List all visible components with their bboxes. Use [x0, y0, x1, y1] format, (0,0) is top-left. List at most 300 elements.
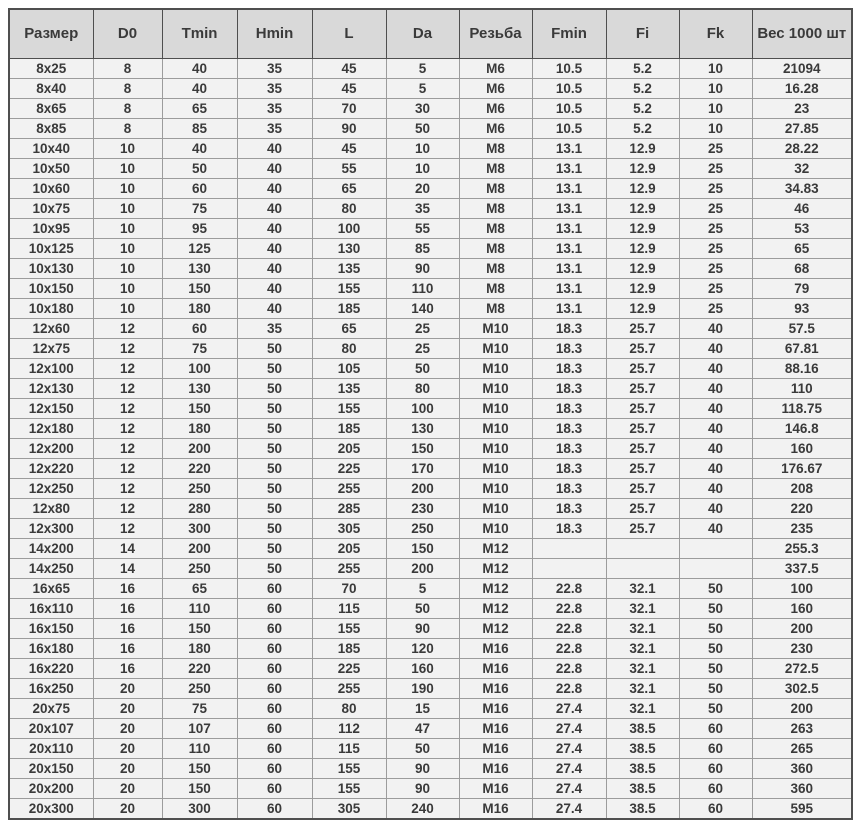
table-cell: 65 [312, 179, 386, 199]
table-cell: 32.1 [606, 619, 679, 639]
table-cell: M6 [459, 99, 532, 119]
table-cell: 40 [679, 479, 752, 499]
table-cell: 10x150 [9, 279, 93, 299]
column-header-4: Hmin [237, 9, 312, 59]
table-cell: 50 [679, 699, 752, 719]
table-cell: 60 [237, 639, 312, 659]
table-cell: 10.5 [532, 79, 606, 99]
table-cell: 305 [312, 799, 386, 820]
table-cell: 360 [752, 759, 852, 779]
table-cell: 305 [312, 519, 386, 539]
table-row [9, 619, 852, 639]
table-cell: 5.2 [606, 99, 679, 119]
table-cell: 18.3 [532, 519, 606, 539]
table-cell: 50 [237, 559, 312, 579]
table-cell: 265 [752, 739, 852, 759]
table-cell: 10 [93, 159, 162, 179]
table-cell: 140 [386, 299, 459, 319]
table-cell: 8x40 [9, 79, 93, 99]
table-row [9, 219, 852, 239]
table-cell: M8 [459, 159, 532, 179]
table-cell [606, 559, 679, 579]
table-cell: 150 [162, 399, 237, 419]
table-cell: 60 [237, 599, 312, 619]
table-cell: 40 [162, 59, 237, 79]
table-cell: 12 [93, 339, 162, 359]
table-cell: 95 [162, 219, 237, 239]
table-cell: M6 [459, 59, 532, 79]
table-cell: 65 [162, 579, 237, 599]
table-cell: 18.3 [532, 459, 606, 479]
table-cell: 60 [237, 699, 312, 719]
table-row [9, 179, 852, 199]
table-row [9, 499, 852, 519]
table-cell: 12x100 [9, 359, 93, 379]
table-cell: 220 [162, 459, 237, 479]
table-row [9, 779, 852, 799]
table-cell: 200 [162, 439, 237, 459]
table-cell: 255 [312, 479, 386, 499]
table-cell: M8 [459, 259, 532, 279]
table-cell: 25.7 [606, 359, 679, 379]
table-cell: 60 [679, 799, 752, 820]
table-cell: M16 [459, 739, 532, 759]
table-cell: 60 [679, 779, 752, 799]
table-cell: 50 [237, 339, 312, 359]
table-cell: 13.1 [532, 159, 606, 179]
table-cell: 250 [162, 559, 237, 579]
table-cell: 255.3 [752, 539, 852, 559]
table-cell: 220 [162, 659, 237, 679]
table-cell: 13.1 [532, 239, 606, 259]
column-header-6: Da [386, 9, 459, 59]
table-cell: 27.4 [532, 759, 606, 779]
table-cell: 20x75 [9, 699, 93, 719]
table-cell: 12 [93, 419, 162, 439]
table-cell: 185 [312, 639, 386, 659]
table-cell: 25 [679, 159, 752, 179]
table-cell: 27.85 [752, 119, 852, 139]
header-row [9, 9, 852, 59]
table-cell: 22.8 [532, 679, 606, 699]
table-row [9, 319, 852, 339]
table-cell: 90 [386, 259, 459, 279]
table-row [9, 519, 852, 539]
table-cell: 25.7 [606, 399, 679, 419]
table-cell: 16x150 [9, 619, 93, 639]
table-cell: 60 [162, 179, 237, 199]
table-cell: 250 [386, 519, 459, 539]
table-cell: 60 [237, 579, 312, 599]
table-cell: 12x130 [9, 379, 93, 399]
table-cell: 5.2 [606, 59, 679, 79]
table-cell: 180 [162, 639, 237, 659]
table-cell: 10 [93, 239, 162, 259]
table-cell: 16 [93, 619, 162, 639]
table-cell: 10 [679, 59, 752, 79]
table-cell: 18.3 [532, 379, 606, 399]
table-cell: 160 [752, 439, 852, 459]
table-cell: 185 [312, 299, 386, 319]
table-cell: 60 [237, 799, 312, 820]
table-cell: 10 [679, 79, 752, 99]
table-cell: 85 [162, 119, 237, 139]
table-cell: 70 [312, 579, 386, 599]
table-cell: 595 [752, 799, 852, 820]
table-cell: 13.1 [532, 259, 606, 279]
table-cell: 53 [752, 219, 852, 239]
table-cell: 60 [237, 619, 312, 639]
table-cell: 40 [237, 259, 312, 279]
table-cell: 38.5 [606, 799, 679, 820]
table-cell: 10x60 [9, 179, 93, 199]
table-cell: 10.5 [532, 99, 606, 119]
table-cell: 75 [162, 699, 237, 719]
table-cell: 12 [93, 439, 162, 459]
table-cell: 18.3 [532, 479, 606, 499]
table-cell: 16 [93, 639, 162, 659]
table-cell: 40 [237, 239, 312, 259]
table-cell: 40 [237, 179, 312, 199]
table-cell: 12.9 [606, 279, 679, 299]
table-cell: 110 [162, 739, 237, 759]
table-cell: 20x200 [9, 779, 93, 799]
table-cell: 18.3 [532, 339, 606, 359]
table-cell: 110 [752, 379, 852, 399]
table-cell: 230 [386, 499, 459, 519]
table-row [9, 799, 852, 820]
table-row [9, 359, 852, 379]
table-cell: M16 [459, 779, 532, 799]
table-cell: 20x107 [9, 719, 93, 739]
table-cell: 23 [752, 99, 852, 119]
table-row [9, 339, 852, 359]
table-cell: 12x75 [9, 339, 93, 359]
table-cell: 40 [679, 399, 752, 419]
table-cell: 25 [679, 299, 752, 319]
table-cell: 25.7 [606, 419, 679, 439]
table-cell: M8 [459, 279, 532, 299]
table-cell: 90 [386, 619, 459, 639]
table-cell: 10x75 [9, 199, 93, 219]
column-header-2: D0 [93, 9, 162, 59]
table-cell: 176.67 [752, 459, 852, 479]
table-cell: 155 [312, 619, 386, 639]
table-row [9, 599, 852, 619]
table-cell: 10 [679, 119, 752, 139]
table-cell: 150 [162, 759, 237, 779]
table-cell: 240 [386, 799, 459, 820]
table-cell: 16 [93, 579, 162, 599]
table-cell: 65 [162, 99, 237, 119]
table-cell: 130 [162, 259, 237, 279]
table-cell: 200 [386, 479, 459, 499]
table-cell: 40 [237, 299, 312, 319]
table-cell: 50 [679, 579, 752, 599]
table-row [9, 239, 852, 259]
table-cell: 112 [312, 719, 386, 739]
table-cell: 200 [752, 619, 852, 639]
table-cell: 200 [386, 559, 459, 579]
table-row [9, 99, 852, 119]
table-cell: 90 [386, 779, 459, 799]
table-cell: 25.7 [606, 439, 679, 459]
table-cell: 20 [93, 719, 162, 739]
table-cell: 130 [162, 379, 237, 399]
table-cell: 40 [679, 359, 752, 379]
table-cell: 50 [237, 479, 312, 499]
table-cell: 16x110 [9, 599, 93, 619]
table-cell: 25.7 [606, 339, 679, 359]
table-cell: 40 [679, 519, 752, 539]
table-cell: 14x200 [9, 539, 93, 559]
table-cell: 5.2 [606, 119, 679, 139]
table-cell: 34.83 [752, 179, 852, 199]
table-cell: 150 [162, 779, 237, 799]
table-cell: 20 [93, 699, 162, 719]
table-cell: 25 [679, 239, 752, 259]
table-cell: 60 [237, 659, 312, 679]
table-cell: 12x60 [9, 319, 93, 339]
table-cell: M12 [459, 619, 532, 639]
table-cell: 12.9 [606, 179, 679, 199]
table-cell: 18.3 [532, 359, 606, 379]
table-cell: 22.8 [532, 579, 606, 599]
table-cell: 12.9 [606, 159, 679, 179]
table-cell: 8 [93, 119, 162, 139]
table-cell: M8 [459, 179, 532, 199]
table-cell: 185 [312, 419, 386, 439]
table-cell: 38.5 [606, 719, 679, 739]
table-cell: 50 [386, 739, 459, 759]
table-cell: 50 [237, 539, 312, 559]
table-cell: 27.4 [532, 739, 606, 759]
table-cell: 12 [93, 479, 162, 499]
table-cell: M10 [459, 399, 532, 419]
table-cell: 10 [93, 219, 162, 239]
table-cell: M16 [459, 659, 532, 679]
column-header-8: Fmin [532, 9, 606, 59]
table-cell: 10 [93, 299, 162, 319]
table-cell: 85 [386, 239, 459, 259]
table-cell: 40 [679, 499, 752, 519]
table-cell: 50 [237, 379, 312, 399]
table-cell: 14 [93, 539, 162, 559]
table-cell: 35 [386, 199, 459, 219]
table-cell: M16 [459, 759, 532, 779]
table-cell: 135 [312, 379, 386, 399]
table-cell: 8x65 [9, 99, 93, 119]
table-cell: M10 [459, 439, 532, 459]
table-cell: 20x150 [9, 759, 93, 779]
table-cell: 40 [679, 339, 752, 359]
table-cell: 20x300 [9, 799, 93, 820]
table-cell: 225 [312, 659, 386, 679]
table-cell: 105 [312, 359, 386, 379]
table-cell: 135 [312, 259, 386, 279]
table-cell: 20 [93, 799, 162, 820]
table-cell: 40 [237, 279, 312, 299]
table-cell: 10 [93, 259, 162, 279]
table-cell: 45 [312, 79, 386, 99]
table-cell: 68 [752, 259, 852, 279]
table-cell: M6 [459, 79, 532, 99]
table-cell: 40 [679, 379, 752, 399]
table-cell: 65 [752, 239, 852, 259]
table-cell: 205 [312, 539, 386, 559]
table-cell: 200 [162, 539, 237, 559]
table-row [9, 299, 852, 319]
table-cell: 10 [93, 179, 162, 199]
table-cell: 40 [679, 459, 752, 479]
column-header-7: Резьба [459, 9, 532, 59]
table-cell: 70 [312, 99, 386, 119]
table-cell: M10 [459, 479, 532, 499]
table-cell: 57.5 [752, 319, 852, 339]
table-cell: 100 [386, 399, 459, 419]
table-cell: 35 [237, 59, 312, 79]
table-cell: 110 [386, 279, 459, 299]
table-cell: 55 [386, 219, 459, 239]
table-cell: 50 [679, 679, 752, 699]
table-cell: 5 [386, 79, 459, 99]
table-cell: 50 [386, 599, 459, 619]
table-cell: 155 [312, 779, 386, 799]
table-cell: 10x180 [9, 299, 93, 319]
table-cell: 16x220 [9, 659, 93, 679]
table-cell: 18.3 [532, 319, 606, 339]
table-cell: 12 [93, 379, 162, 399]
table-cell: 32.1 [606, 639, 679, 659]
table-cell: 32 [752, 159, 852, 179]
table-cell: 32.1 [606, 699, 679, 719]
table-cell: 32.1 [606, 579, 679, 599]
table-cell: 55 [312, 159, 386, 179]
table-cell: 12x250 [9, 479, 93, 499]
table-cell: M10 [459, 459, 532, 479]
table-row [9, 659, 852, 679]
table-cell: 10.5 [532, 59, 606, 79]
table-cell: 32.1 [606, 599, 679, 619]
table-cell: 50 [162, 159, 237, 179]
table-cell: 25 [679, 199, 752, 219]
table-cell: 10 [679, 99, 752, 119]
table-cell: 337.5 [752, 559, 852, 579]
table-cell: 60 [237, 779, 312, 799]
table-cell: 16x65 [9, 579, 93, 599]
table-cell: 50 [237, 439, 312, 459]
column-header-11: Вес 1000 шт [752, 9, 852, 59]
table-cell: 146.8 [752, 419, 852, 439]
table-cell: 14x250 [9, 559, 93, 579]
table-cell: 50 [237, 499, 312, 519]
table-cell: 20 [93, 759, 162, 779]
table-cell: 150 [386, 439, 459, 459]
table-cell: 25 [679, 179, 752, 199]
table-row [9, 559, 852, 579]
table-cell: 10x40 [9, 139, 93, 159]
column-header-10: Fk [679, 9, 752, 59]
table-cell: 150 [162, 619, 237, 639]
table-cell: 18.3 [532, 499, 606, 519]
table-cell: 12x200 [9, 439, 93, 459]
table-cell: 28.22 [752, 139, 852, 159]
table-cell: 360 [752, 779, 852, 799]
table-row [9, 139, 852, 159]
table-cell [532, 539, 606, 559]
table-cell: 220 [752, 499, 852, 519]
table-cell: 50 [679, 619, 752, 639]
table-cell: M8 [459, 219, 532, 239]
table-cell: 13.1 [532, 139, 606, 159]
table-row [9, 539, 852, 559]
table-cell: 90 [312, 119, 386, 139]
table-cell: 16x250 [9, 679, 93, 699]
table-cell: 20x110 [9, 739, 93, 759]
table-row [9, 399, 852, 419]
table-cell: 280 [162, 499, 237, 519]
table-cell: 80 [312, 339, 386, 359]
table-row [9, 379, 852, 399]
table-cell: 8x85 [9, 119, 93, 139]
table-cell: 25 [386, 339, 459, 359]
table-cell: 100 [162, 359, 237, 379]
table-cell: 50 [679, 659, 752, 679]
table-cell: 225 [312, 459, 386, 479]
table-cell: 263 [752, 719, 852, 739]
table-cell: 200 [752, 699, 852, 719]
table-cell: 25.7 [606, 379, 679, 399]
table-cell: 50 [237, 399, 312, 419]
table-cell: 10 [93, 199, 162, 219]
table-cell: 79 [752, 279, 852, 299]
table-row [9, 199, 852, 219]
table-cell: 5.2 [606, 79, 679, 99]
table-cell: 12 [93, 499, 162, 519]
table-cell: 80 [386, 379, 459, 399]
table-cell: 12x300 [9, 519, 93, 539]
table-cell: 5 [386, 579, 459, 599]
table-cell: 75 [162, 199, 237, 219]
table-cell: M10 [459, 339, 532, 359]
table-cell: 12x180 [9, 419, 93, 439]
table-cell: 40 [679, 439, 752, 459]
table-cell [679, 559, 752, 579]
table-cell: 8 [93, 79, 162, 99]
table-cell: 40 [237, 139, 312, 159]
table-cell: 60 [237, 739, 312, 759]
table-cell: 25.7 [606, 319, 679, 339]
table-cell: 302.5 [752, 679, 852, 699]
table-cell: 300 [162, 519, 237, 539]
table-cell: 75 [162, 339, 237, 359]
table-cell: 12x220 [9, 459, 93, 479]
table-cell: 80 [312, 699, 386, 719]
table-cell: 32.1 [606, 659, 679, 679]
table-cell: 20 [386, 179, 459, 199]
table-cell: 10x95 [9, 219, 93, 239]
table-cell: M10 [459, 419, 532, 439]
table-cell: 12 [93, 359, 162, 379]
table-cell: 5 [386, 59, 459, 79]
table-cell: 27.4 [532, 779, 606, 799]
table-cell: 18.3 [532, 419, 606, 439]
table-cell: 10 [93, 139, 162, 159]
table-cell: 18.3 [532, 439, 606, 459]
column-header-5: L [312, 9, 386, 59]
table-cell: 25.7 [606, 499, 679, 519]
table-cell: 40 [679, 319, 752, 339]
